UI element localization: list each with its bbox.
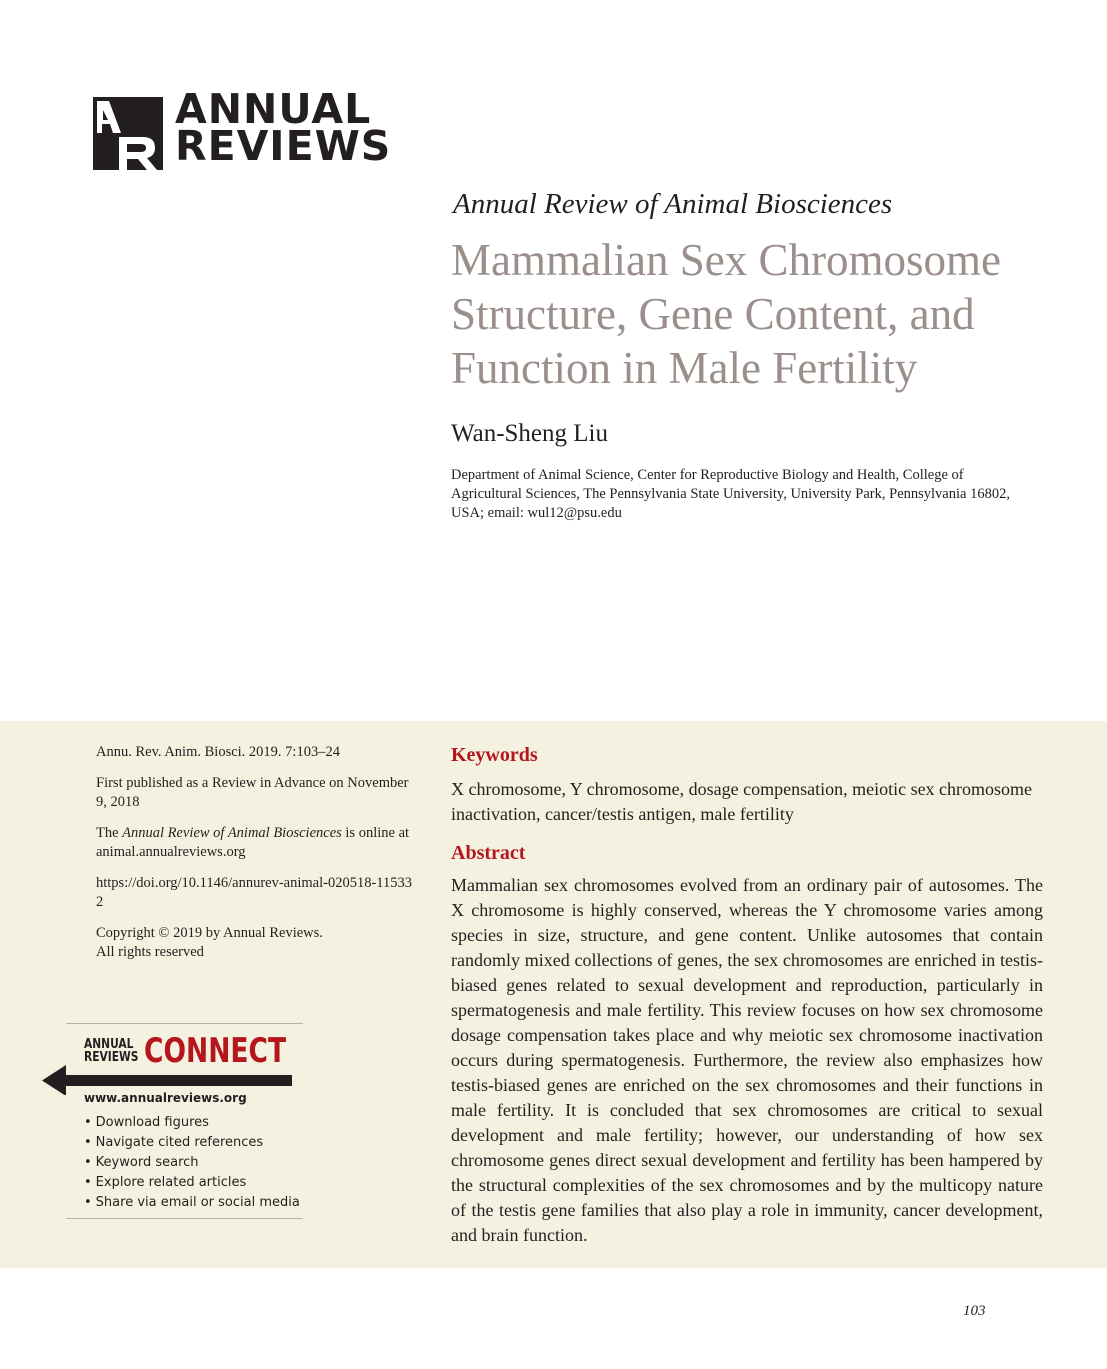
first-published: First published as a Review in Advance on November 9, 2018 — [96, 775, 409, 810]
abstract-text: Mammalian sex chromosomes evolved from an ordinary pair of autosomes. The X chromosome is highly conserved, whereas the Y chromosome varies among species in size, structure, and gene content. Unlike autosomes that contain randomly mixed collections of genes, the sex chromosomes are enriched in testis-biased genes related to sexual development and reproduction, particularly in spermatogenesis and male fertility. This review focuses on how sex chromosome dosage compensation takes place and why meiotic sex chromosome inactivation occurs during spermatogenesis. Furthermore, the review also emphasizes how testis-biased genes are enriched on the sex chromosomes and their functions in male fertility. It is concluded that sex chromosomes are critical to sexual development and male fertility; however, our understanding of how sex chromosome genes direct sexual development and fertility has been hampered by the structural complexities of the sex chromosomes and by the multicopy nature of the testis gene families that also play a role in immunity, cancer development, and brain function. — [451, 875, 1043, 1245]
list-item: • Download figures — [84, 1113, 300, 1133]
article-info-sidebar — [96, 743, 416, 974]
ar-logo-mark — [93, 97, 163, 170]
online-suffix: is online at animal.annualreviews.org — [96, 825, 410, 860]
online-prefix: The — [96, 825, 123, 841]
abstract-heading: Abstract — [451, 842, 526, 864]
doi-link[interactable]: https://doi.org/10.1146/annurev-animal-020518-115332 — [96, 875, 413, 910]
online-info — [96, 824, 416, 862]
main-column — [451, 742, 1043, 1248]
logo-wordmark — [175, 85, 392, 170]
logo-line-1: ANNUAL — [175, 85, 372, 133]
connect-small-line-2: REVIEWS — [84, 1050, 139, 1065]
copyright — [96, 924, 416, 962]
connect-small-wordmark — [84, 1038, 138, 1064]
list-item: • Explore related articles — [84, 1173, 300, 1193]
connect-small-line-1: ANNUAL — [84, 1037, 134, 1052]
connect-url[interactable]: www.annualreviews.org — [84, 1091, 247, 1105]
list-item: • Navigate cited references — [84, 1133, 300, 1153]
copyright-line: Copyright © 2019 by Annual Reviews. — [96, 925, 323, 941]
author-name: Wan-Sheng Liu — [451, 420, 608, 447]
annual-reviews-logo — [93, 85, 392, 173]
list-item: • Share via email or social media — [84, 1193, 300, 1213]
citation: Annu. Rev. Anim. Biosci. 2019. 7:103–24 — [96, 744, 340, 760]
connect-feature-list — [84, 1113, 300, 1213]
connect-title: CONNECT — [144, 1031, 287, 1071]
rights-line: All rights reserved — [96, 944, 204, 960]
keywords-text: X chromosome, Y chromosome, dosage compensation, meiotic sex chromosome inactivation, cancer/testis antigen, male fertility — [451, 779, 1033, 824]
keywords-heading: Keywords — [451, 744, 538, 766]
article-title: Mammalian Sex Chromosome Structure, Gene Content, and Function in Male Fertility — [451, 235, 1001, 393]
logo-line-2: REVIEWS — [175, 122, 392, 170]
journal-name: Annual Review of Animal Biosciences — [453, 188, 893, 220]
page-number: 103 — [963, 1303, 986, 1319]
list-item: • Keyword search — [84, 1153, 300, 1173]
annual-reviews-connect-box — [66, 1023, 303, 1219]
online-journal: Annual Review of Animal Biosciences — [122, 825, 342, 841]
author-affiliation: Department of Animal Science, Center for Reproductive Biology and Health, College of Agricultural Sciences, The Pennsylvania State University, University Park, Pennsylvania 16802, USA; email: wul12@psu.edu — [451, 467, 1010, 521]
